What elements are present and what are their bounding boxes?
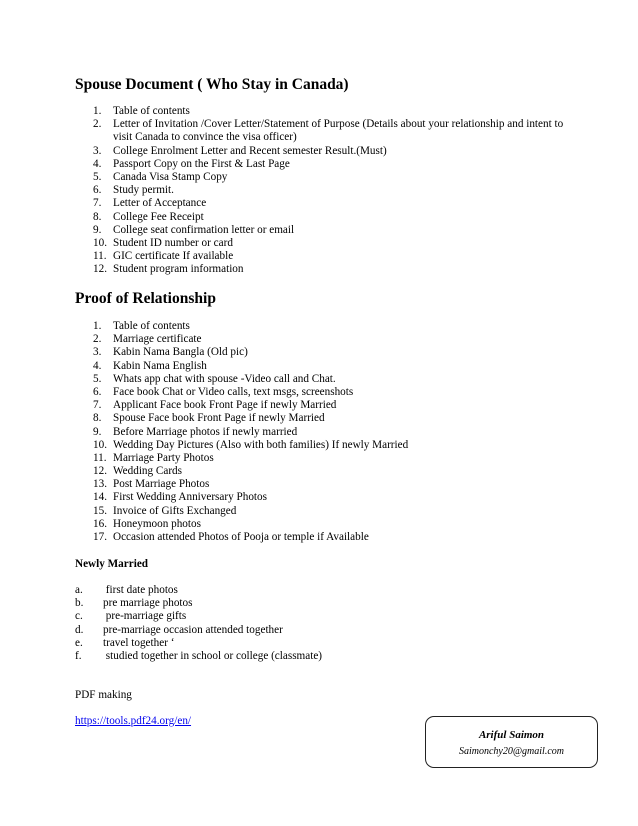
list-item-number: 3. (93, 144, 102, 157)
list-item-text: travel together ‘ (103, 636, 175, 649)
list-item-number: 14. (93, 491, 107, 504)
section-title-spouse-documents: Spouse Document ( Who Stay in Canada) (75, 76, 349, 93)
list-item (0, 118, 638, 144)
section-title-proof-of-relationship: Proof of Relationship (75, 290, 216, 307)
list-item-text: Applicant Face book Front Page if newly Married (113, 399, 337, 412)
list-item (0, 250, 638, 263)
list-item (0, 412, 638, 425)
list-item-number: 7. (93, 399, 102, 412)
list-item (0, 320, 638, 333)
list-item-text: Post Marriage Photos (113, 478, 210, 491)
list-item-number: 5. (93, 372, 102, 385)
list-item-text: Whats app chat with spouse -Video call and Chat. (113, 372, 336, 385)
list-item (0, 105, 638, 118)
list-item-text: First Wedding Anniversary Photos (113, 491, 267, 504)
list-item-number: 6. (93, 184, 102, 197)
list-item-number: 3. (93, 346, 102, 359)
list-item (0, 346, 638, 359)
list-item-number: 11. (93, 250, 107, 263)
list-item (0, 531, 638, 544)
list-item-text: first date photos (103, 584, 178, 596)
list-item (0, 237, 638, 250)
list-item (0, 263, 638, 276)
list-item-text: Invoice of Gifts Exchanged (113, 504, 237, 517)
list-item (0, 439, 638, 452)
list-item (0, 597, 638, 610)
list-item (0, 145, 638, 158)
list-item-text: Letter of Invitation /Cover Letter/Statement of Purpose (Details about your relationship and intent to visit Canada to convince the visa officer) (113, 118, 564, 144)
list-item-text: pre marriage photos (103, 597, 193, 610)
list-item-text: Study permit. (113, 184, 174, 197)
list-item (0, 624, 638, 637)
pdf-making-note: PDF making (75, 689, 132, 701)
list-item-number: 10. (93, 438, 107, 451)
list-item-text: pre-marriage gifts (103, 610, 187, 623)
pdf24-link[interactable]: https://tools.pdf24.org/en/ (75, 715, 192, 727)
list-item-number: 10. (93, 236, 107, 249)
list-item-number: 11. (93, 451, 107, 464)
proof-of-relationship-list (0, 320, 638, 544)
list-item-number: a. (75, 584, 83, 596)
list-item (0, 426, 638, 439)
newly-married-list (0, 584, 638, 663)
list-item-number: 12. (93, 465, 107, 478)
list-item-number: 5. (93, 170, 102, 183)
section-title-newly-married: Newly Married (75, 558, 149, 570)
list-item-number: 4. (93, 359, 102, 372)
list-item (0, 211, 638, 224)
list-item-text: Student ID number or card (113, 236, 233, 249)
list-item-number: f. (75, 649, 82, 662)
list-item (0, 197, 638, 210)
list-item-text: Kabin Nama Bangla (Old pic) (113, 346, 248, 359)
list-item-number: 8. (93, 412, 102, 425)
list-item (0, 171, 638, 184)
list-item-text: Marriage Party Photos (113, 451, 214, 464)
list-item-number: c. (75, 610, 83, 623)
list-item-number: 2. (93, 333, 102, 346)
list-item-number: 12. (93, 263, 107, 276)
list-item (0, 224, 638, 237)
list-item (0, 637, 638, 650)
signature-email: Saimonchy20@gmail.com (458, 746, 564, 757)
list-item-number: 2. (93, 118, 102, 131)
list-item-number: 6. (93, 385, 102, 398)
list-item-number: 4. (93, 157, 102, 170)
list-item (0, 505, 638, 518)
list-item-text: College seat confirmation letter or email (113, 223, 295, 236)
list-item (0, 491, 638, 504)
list-item-text: Passport Copy on the First & Last Page (113, 157, 290, 170)
list-item-number: 16. (93, 517, 107, 530)
list-item-number: 15. (93, 504, 107, 517)
list-item-text: Kabin Nama English (113, 359, 207, 372)
list-item (0, 184, 638, 197)
signature-name: Ariful Saimon (478, 729, 545, 741)
list-item-text: Face book Chat or Video calls, text msgs, screenshots (113, 385, 354, 398)
list-item (0, 610, 638, 623)
list-item-text: Canada Visa Stamp Copy (113, 170, 228, 183)
spouse-document-list (0, 105, 638, 276)
list-item-number: 9. (93, 425, 102, 438)
list-item (0, 158, 638, 171)
list-item (0, 333, 638, 346)
list-item (0, 386, 638, 399)
list-item (0, 360, 638, 373)
list-item (0, 373, 638, 386)
list-item (0, 650, 638, 663)
list-item-text: GIC certificate If available (113, 250, 234, 263)
list-item-text: Honeymoon photos (113, 517, 201, 530)
list-item-text: College Fee Receipt (113, 210, 204, 223)
list-item-number: e. (75, 636, 83, 649)
list-item (0, 465, 638, 478)
list-item-number: 1. (93, 105, 102, 117)
list-item-number: 9. (93, 223, 102, 236)
list-item-number: 7. (93, 197, 102, 210)
list-item-text: Letter of Acceptance (113, 197, 207, 210)
list-item-text: Spouse Face book Front Page if newly Married (113, 412, 325, 425)
list-item-text: Wedding Cards (113, 465, 183, 478)
list-item-number: 17. (93, 531, 107, 543)
list-item-number: b. (75, 597, 84, 610)
list-item-text: studied together in school or college (classmate) (103, 649, 323, 662)
list-item-text: Student program information (113, 263, 244, 276)
list-item (0, 584, 638, 597)
list-item (0, 452, 638, 465)
list-item-text: College Enrolment Letter and Recent semester Result.(Must) (113, 144, 387, 157)
list-item-text: Wedding Day Pictures (Also with both families) If newly Married (113, 438, 409, 451)
list-item-number: 8. (93, 210, 102, 223)
list-item-number: 1. (93, 320, 102, 332)
list-item-text: Table of contents (113, 105, 190, 117)
list-item (0, 518, 638, 531)
list-item (0, 399, 638, 412)
list-item-text: Marriage certificate (113, 333, 202, 346)
list-item-number: d. (75, 623, 84, 636)
list-item-text: Occasion attended Photos of Pooja or temple if Available (113, 531, 369, 543)
signature-card (425, 716, 598, 768)
list-item-number: 13. (93, 478, 107, 491)
list-item-text: Before Marriage photos if newly married (113, 425, 298, 438)
list-item-text: Table of contents (113, 320, 190, 332)
list-item-text: pre-marriage occasion attended together (103, 623, 283, 636)
list-item (0, 478, 638, 491)
